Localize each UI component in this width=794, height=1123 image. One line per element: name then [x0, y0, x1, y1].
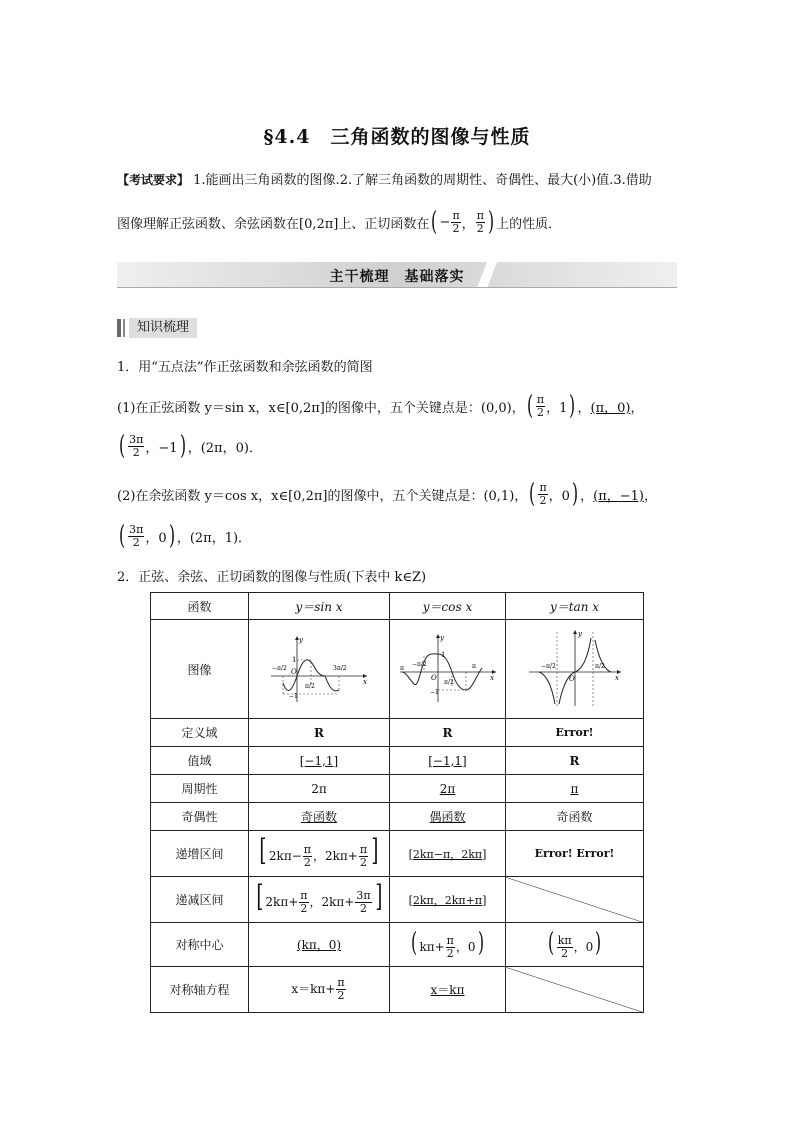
svg-text:−π/2: −π/2	[272, 664, 287, 672]
header-cell: y＝sin x	[249, 593, 390, 620]
table-row	[151, 831, 644, 877]
svg-text:y: y	[439, 633, 444, 642]
cos-graph	[398, 632, 498, 704]
fraction-pi-over-2: $\frac{\pi}{2}$	[476, 208, 484, 235]
svg-text:3π/2: 3π/2	[333, 664, 347, 672]
exam-req-text: 1.能画出三角函数的图像.2.了解三角函数的周期性、奇偶性、最大(小)值.3.借助	[193, 173, 652, 188]
svg-text:−1: −1	[429, 688, 439, 696]
page-title: §4.4 三角函数的图像与性质	[263, 126, 531, 148]
tan-cell: Error!	[506, 719, 644, 747]
row-label: 递增区间	[151, 831, 249, 877]
sin-cell: R	[249, 719, 390, 747]
svg-text:x: x	[489, 673, 494, 682]
cos-cell: R	[390, 719, 506, 747]
sin-cell: 2π	[249, 775, 390, 803]
svg-text:O: O	[430, 673, 437, 682]
svg-text:x: x	[614, 673, 619, 682]
svg-text:y: y	[299, 635, 303, 644]
section-banner	[117, 262, 677, 288]
svg-text:π/2: π/2	[305, 682, 315, 690]
svg-text:x: x	[363, 677, 367, 686]
exam-req-text2: 图像理解正弦函数、余弦函数在[0,2π]上、正切函数在	[117, 216, 430, 232]
sin-cell: [−1,1]	[249, 747, 390, 775]
header-cell: y＝cos x	[390, 593, 506, 620]
exam-req-line2: 图像理解正弦函数、余弦函数在[0,2π]上、正切函数在 ( − $\frac{\pi}{2}$ ， $\frac{\pi}{2}$ ) 上的性质．	[117, 207, 562, 237]
sec1-heading: 1．用“五点法”作正弦函数和余弦函数的简图	[117, 360, 373, 375]
svg-text:−1: −1	[289, 692, 298, 700]
cos-cell: [2kπ−π，2kπ]	[390, 831, 506, 877]
tan-cell: ( $\frac{k\pi}{2}$ ，0)	[506, 923, 644, 967]
table-row	[151, 593, 644, 620]
cos-cell: x＝kπ	[390, 967, 506, 1013]
cos-cell: 偶函数	[390, 803, 506, 831]
sin-cell: [ 2kπ+ $\frac{\pi}{2}$ ，2kπ+ $\frac{3\pi}{2}$ ]	[249, 877, 390, 923]
svg-text:−π/2: −π/2	[411, 660, 427, 668]
row-label: 周期性	[151, 775, 249, 803]
table-row	[151, 775, 644, 803]
row-label: 图像	[151, 620, 249, 719]
section-tag	[117, 318, 197, 338]
svg-text:−π/2: −π/2	[540, 662, 556, 670]
empty-diagonal-cell	[506, 877, 644, 923]
row-label: 奇偶性	[151, 803, 249, 831]
cos-cell: 2π	[390, 775, 506, 803]
table-row	[151, 877, 644, 923]
sin-keypoint-answer: (π，0)	[590, 400, 631, 416]
sin-graph-cell	[249, 620, 390, 719]
tan-graph	[525, 628, 625, 708]
svg-text:1: 1	[440, 650, 445, 659]
header-cell: 函数	[151, 593, 249, 620]
table-row	[151, 803, 644, 831]
svg-text:O: O	[291, 667, 297, 676]
table-row	[151, 747, 644, 775]
svg-text:y: y	[577, 629, 582, 638]
tan-cell: Error! Error!	[506, 831, 644, 877]
svg-text:π: π	[471, 662, 476, 670]
sin-graph	[269, 632, 369, 704]
svg-text:π: π	[399, 664, 404, 672]
cos-keypoints-line: (2)在余弦函数 y＝cos x，x∈[0,2π]的图像中，五个关键点是：(0,1)， ( $\frac{\pi}{2}$ ，0 ) ， (π，−1) ，	[117, 479, 657, 509]
row-label: 对称轴方程	[151, 967, 249, 1013]
sin-keypoints-line2: ( $\frac{3\pi}{2}$ ，−1 ) ，(2π，0)．	[119, 431, 262, 461]
cos-cell: ( kπ+ $\frac{\pi}{2}$ ，0)	[390, 923, 506, 967]
sin-cell: x＝kπ+ $\frac{\pi}{2}$	[249, 967, 390, 1013]
row-label: 递减区间	[151, 877, 249, 923]
svg-text:π/2: π/2	[443, 678, 454, 686]
svg-text:π/2: π/2	[594, 662, 605, 670]
empty-diagonal-cell	[506, 967, 644, 1013]
table-row	[151, 620, 644, 719]
table-row	[151, 923, 644, 967]
cos-keypoints-line2: ( $\frac{3\pi}{2}$ ，0 ) ，(2π，1)．	[119, 521, 252, 551]
cos-keypoint-answer: (π，−1)	[593, 488, 644, 504]
row-label: 对称中心	[151, 923, 249, 967]
properties-table	[150, 592, 644, 1013]
tan-cell: R	[506, 747, 644, 775]
sin-cell: (kπ，0)	[249, 923, 390, 967]
cos-cell: [−1,1]	[390, 747, 506, 775]
tan-cell: 奇函数	[506, 803, 644, 831]
sin-cell: 奇函数	[249, 803, 390, 831]
sec2-heading: 2．正弦、余弦、正切函数的图像与性质(下表中 k∈Z)	[117, 570, 427, 585]
exam-requirements	[117, 170, 677, 191]
table-row	[151, 719, 644, 747]
fraction-pi-over-2: $\frac{\pi}{2}$	[452, 208, 460, 235]
tan-graph-cell	[506, 620, 644, 719]
exam-req-label: 【考试要求】	[117, 173, 190, 187]
cos-cell: [2kπ，2kπ+π]	[390, 877, 506, 923]
banner-title: 主干梳理 基础落实	[329, 269, 465, 285]
header-cell: y＝tan x	[506, 593, 644, 620]
tan-cell: π	[506, 775, 644, 803]
row-label: 值域	[151, 747, 249, 775]
sin-cell: [ 2kπ− $\frac{\pi}{2}$ ，2kπ+ $\frac{\pi}{2}$ ]	[249, 831, 390, 877]
table-row	[151, 967, 644, 1013]
svg-text:O: O	[568, 674, 575, 683]
tag-label: 知识梳理	[129, 318, 197, 338]
cos-graph-cell	[390, 620, 506, 719]
sin-keypoints-line: (1)在正弦函数 y＝sin x，x∈[0,2π]的图像中，五个关键点是：(0,0)， ( $\frac{\pi}{2}$ ，1 ) ， (π，0) ，	[117, 391, 644, 421]
svg-text:1: 1	[292, 655, 297, 664]
row-label: 定义域	[151, 719, 249, 747]
